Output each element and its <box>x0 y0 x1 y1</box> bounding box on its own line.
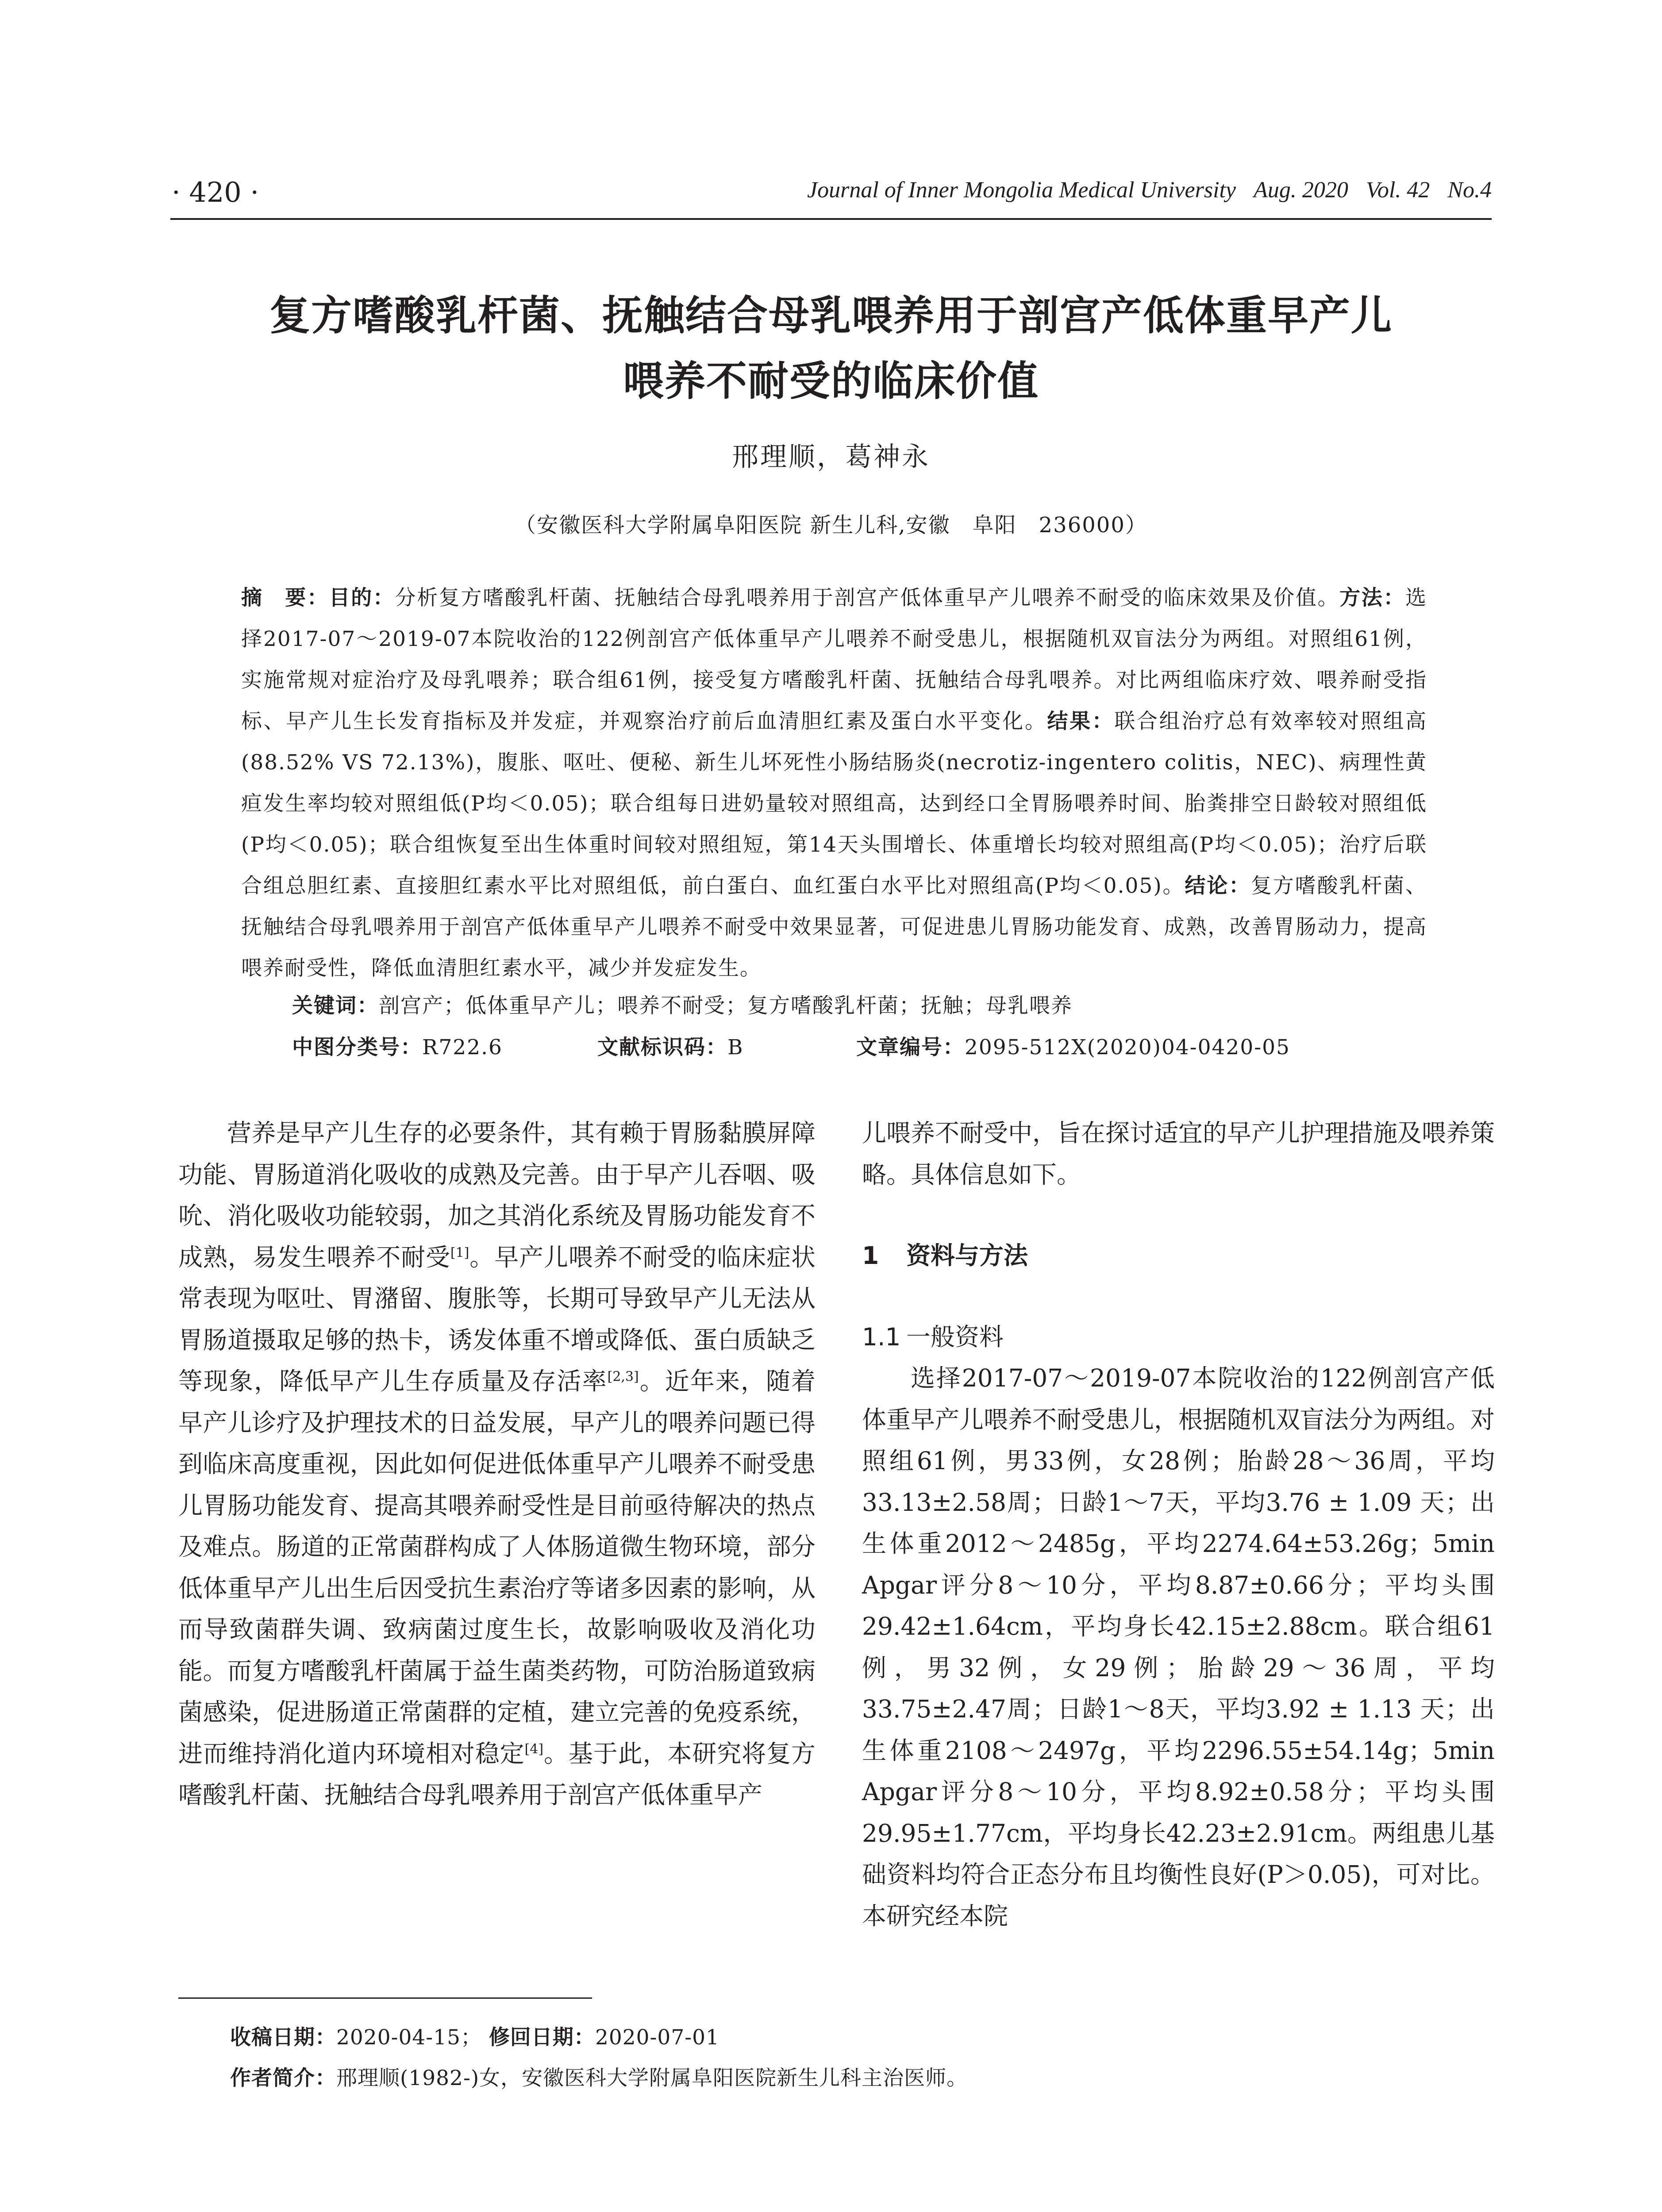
methods-label: 方法： <box>1339 586 1406 610</box>
citation-1: [1] <box>450 1245 469 1261</box>
document-code <box>597 1031 744 1060</box>
header-rule <box>170 218 1492 220</box>
journal-name: Journal of Inner Mongolia Medical University <box>807 177 1236 203</box>
journal-issue: No.4 <box>1447 177 1492 203</box>
journal-date: Aug. 2020 <box>1254 177 1348 203</box>
section-1-number: 1 <box>862 1241 879 1270</box>
intro-text-d: 。基于此，本研究将复方嗜酸乳杆菌、抚触结合母乳喂养用于剖宫产低体重早产 <box>178 1739 816 1809</box>
section-1-heading <box>862 1235 1495 1277</box>
conclusion-label: 结论： <box>1185 874 1251 898</box>
footnote-dates <box>230 2021 719 2051</box>
received-label: 收稿日期： <box>230 2025 336 2050</box>
results-text: 联合组治疗总有效率较对照组高(88.52% VS 72.13%)，腹胀、呕吐、便秘、新生儿坏死性小肠结肠炎(necrotiz-ingentero colitis，NEC)、病理性黄疸发生率均较对照组低(P均＜0.05)；联合组每日进奶量较对照组高，达到经口全胃肠喂养时间、胎粪排空日龄较对照组低(P均＜0.05)；联合组恢复至出生体重时间较对照组短，第14天头围增长、体重增长均较对照组高(P均＜0.05)；治疗后联合组总胆红素、直接胆红素水平比对照组低，前白蛋白、血红蛋白水平比对照组高(P均＜0.05)。 <box>241 709 1427 898</box>
section-1-title: 资料与方法 <box>906 1241 1028 1270</box>
section-1-1-heading <box>862 1317 1495 1358</box>
citation-2-3: [2,3] <box>607 1369 639 1385</box>
journal-header <box>807 177 1492 203</box>
intro-paragraph <box>178 1113 816 1816</box>
objective-text: 分析复方嗜酸乳杆菌、抚触结合母乳喂养用于剖宫产低体重早产儿喂养不耐受的临床效果及价值。 <box>395 586 1340 610</box>
intro-text-b: 。早产儿喂养不耐受的临床症状常表现为呕吐、胃潴留、腹胀等，长期可导致早产儿无法从胃肠道摄取足够的热卡，诱发体重不增或降低、蛋白质缺乏等现象，降低早产儿生存质量及存活率 <box>178 1243 816 1395</box>
keywords <box>292 989 1073 1019</box>
section-1-1-title: 一般资料 <box>906 1322 1004 1351</box>
conclusion-text: 复方嗜酸乳杆菌、抚触结合母乳喂养用于剖宫产低体重早产儿喂养不耐受中效果显著，可促进患儿胃肠功能发育、成熟，改善胃肠动力，提高喂养耐受性，降低血清胆红素水平，减少并发症发生。 <box>241 874 1427 980</box>
intro-text-a: 营养是早产儿生存的必要条件，其有赖于胃肠黏膜屏障功能、胃肠道消化吸收的成熟及完善。由于早产儿吞咽、吸吮、消化吸收功能较弱，加之其消化系统及胃肠功能发育不成熟，易发生喂养不耐受 <box>178 1119 816 1271</box>
authors: 邢理顺，葛神永 <box>732 442 930 472</box>
clc-label: 中图分类号： <box>292 1035 422 1060</box>
clc-number <box>292 1031 503 1060</box>
abstract-label: 摘 要： <box>241 586 329 610</box>
keywords-label: 关键词： <box>292 994 379 1018</box>
general-data-paragraph: 选择2017-07～2019-07本院收治的122例剖宫产低体重早产儿喂养不耐受患儿，根据随机双盲法分为两组。对照组61例，男33例，女28例；胎龄28～36周，平均33.13±2.58周；日龄1～7天，平均3.76 ± 1.09 天；出生体重2012～2485g，平均2274.64±53.26g；5min Apgar评分8～10分，平均8.87±0.66分；平均头围29.42±1.64cm，平均身长42.15±2.88cm。联合组61例，男32例，女29例；胎龄29～36周，平均33.75±2.47周；日龄1～8天，平均3.92 ± 1.13 天；出生体重2108～2497g，平均2296.55±54.14g；5min Apgar评分8～10分，平均8.92±0.58分；平均头围29.95±1.77cm，平均身长42.23±2.91cm。两组患儿基础资料均符合正态分布且均衡性良好(P＞0.05)，可对比。本研究经本院 <box>862 1364 1495 1930</box>
article-no-label: 文章编号： <box>856 1035 965 1060</box>
body-right-column <box>862 1113 1495 1937</box>
title-line-1: 复方嗜酸乳杆菌、抚触结合母乳喂养用于剖宫产低体重早产儿 <box>269 292 1393 339</box>
intro-continuation: 儿喂养不耐受中，旨在探讨适宜的早产儿护理措施及喂养策略。具体信息如下。 <box>862 1119 1495 1189</box>
author-bio-label: 作者简介： <box>230 2066 336 2090</box>
intro-text-c: 。近年来，随着早产儿诊疗及护理技术的日益发展，早产儿的喂养问题已得到临床高度重视，因此如何促进低体重早产儿喂养不耐受患儿胃肠功能发育、提高其喂养耐受性是目前亟待解决的热点及难点。肠道的正常菌群构成了人体肠道微生物环境，部分低体重早产儿出生后因受抗生素治疗等诸多因素的影响，从而导致菌群失调、致病菌过度生长，故影响吸收及消化功能。而复方嗜酸乳杆菌属于益生菌类药物，可防治肠道致病菌感染，促进肠道正常菌群的定植，建立完善的免疫系统，进而维持消化道内环境相对稳定 <box>178 1367 816 1768</box>
section-1-1-number: 1.1 <box>862 1322 901 1351</box>
article-title <box>170 283 1492 414</box>
doc-code-value: B <box>727 1035 744 1060</box>
page-number: · 420 · <box>172 176 259 208</box>
objective-label: 目的： <box>329 586 395 610</box>
title-line-2: 喂养不耐受的临床价值 <box>623 357 1039 405</box>
affiliation: （安徽医科大学附属阜阳医院 新生儿科,安徽 阜阳 236000） <box>515 513 1147 538</box>
received-date: 2020-04-15； <box>336 2025 482 2050</box>
body-left-column <box>178 1113 816 1816</box>
journal-volume: Vol. 42 <box>1366 177 1430 203</box>
clc-value: R722.6 <box>422 1035 503 1060</box>
article-number <box>856 1031 1290 1060</box>
keywords-text: 剖宫产；低体重早产儿；喂养不耐受；复方嗜酸乳杆菌；抚触；母乳喂养 <box>379 994 1073 1018</box>
abstract <box>241 577 1427 989</box>
doc-code-label: 文献标识码： <box>597 1035 727 1060</box>
author-bio: 邢理顺(1982-)女，安徽医科大学附属阜阳医院新生儿科主治医师。 <box>336 2066 968 2090</box>
methods-text: 选择2017-07～2019-07本院收治的122例剖宫产低体重早产儿喂养不耐受患儿，根据随机双盲法分为两组。对照组61例，实施常规对症治疗及母乳喂养；联合组61例，接受复方嗜酸乳杆菌、抚触结合母乳喂养。对比两组临床疗效、喂养耐受指标、早产儿生长发育指标及并发症，并观察治疗前后血清胆红素及蛋白水平变化。 <box>241 586 1427 733</box>
article-no-value: 2095-512X(2020)04-0420-05 <box>965 1035 1290 1060</box>
citation-4: [4] <box>524 1741 544 1757</box>
revised-date: 2020-07-01 <box>595 2025 719 2050</box>
footnote-author <box>230 2062 968 2091</box>
revised-label: 修回日期： <box>489 2025 595 2050</box>
results-label: 结果： <box>1047 709 1115 733</box>
footnote-rule <box>178 1997 592 1999</box>
